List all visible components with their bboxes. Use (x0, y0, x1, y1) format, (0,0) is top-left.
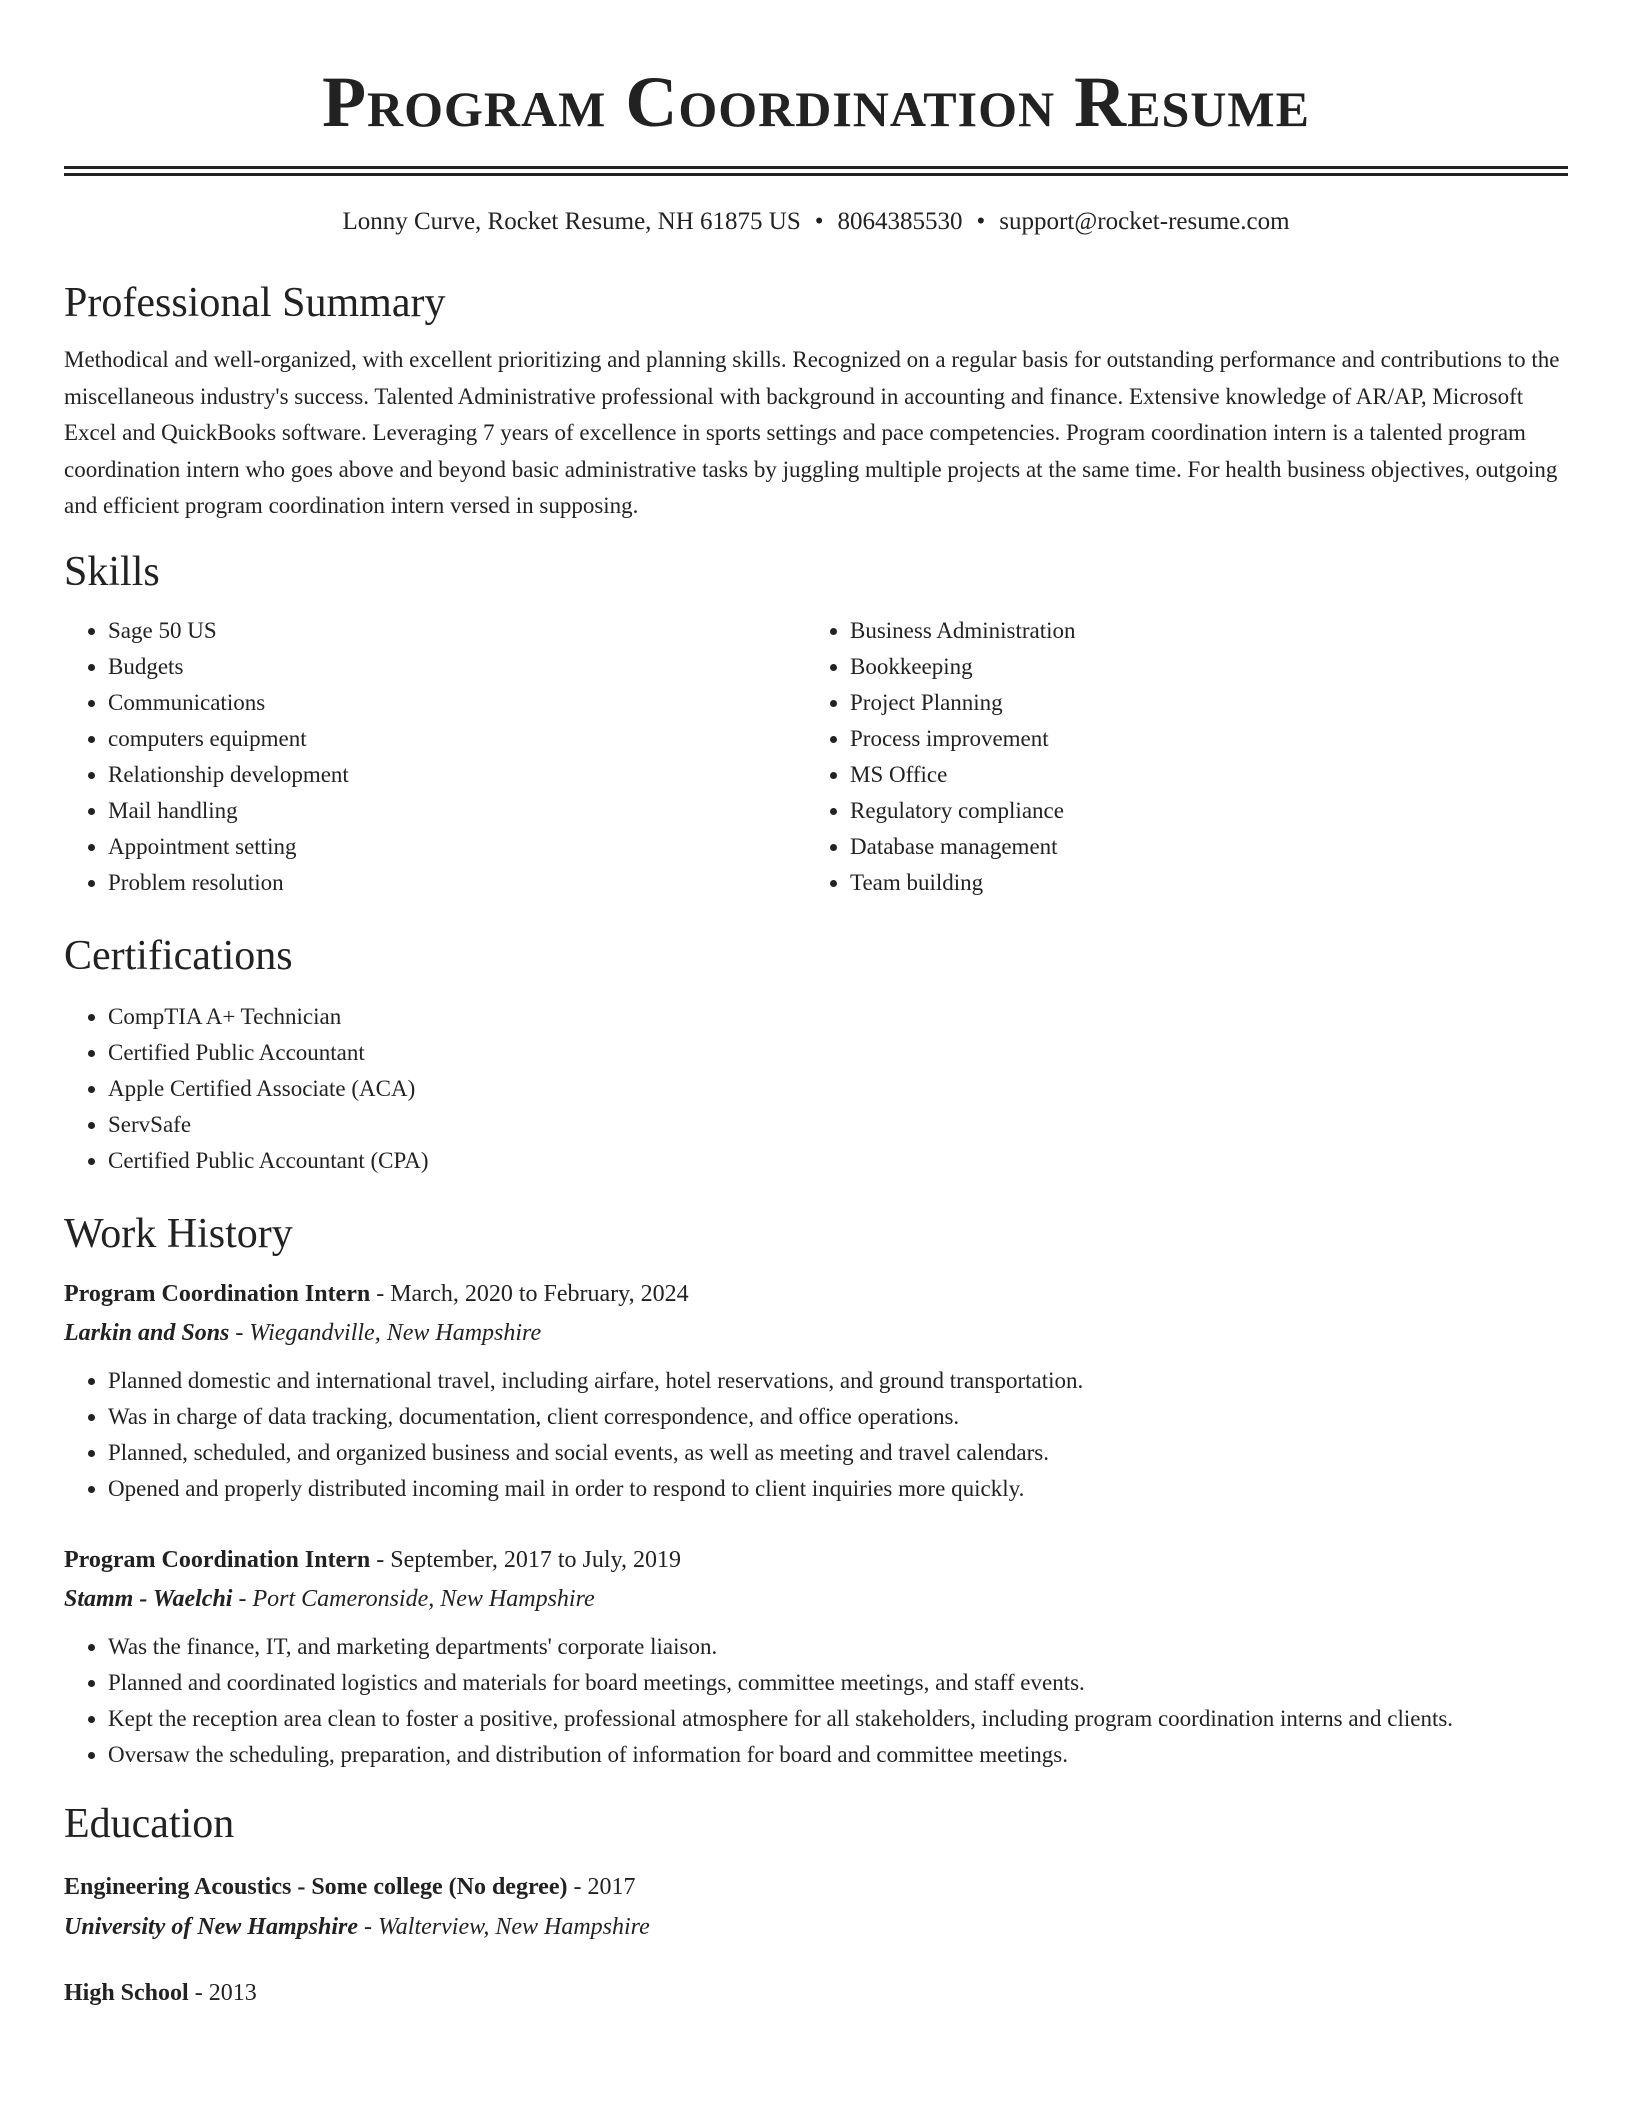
contact-separator: • (976, 208, 986, 235)
education-entry (64, 1867, 1568, 1947)
job-bullet: • Was the finance, IT, and marketing departments' corporate liaison. (108, 1629, 1568, 1665)
job-bullet: • Was in charge of data tracking, documentation, client correspondence, and office operations. (108, 1399, 1568, 1435)
job-entry (64, 1541, 1568, 1773)
job-bullets (64, 1363, 1568, 1507)
skill-item: • computers equipment (108, 721, 806, 757)
certification-item: • CompTIA A+ Technician (108, 999, 1568, 1035)
skills-heading: Skills (64, 548, 160, 595)
job-dates: March, 2020 to February, 2024 (390, 1280, 689, 1307)
skills-list-right (806, 613, 1548, 901)
dash: - (364, 1913, 372, 1940)
education-degree: High School (64, 1979, 189, 2006)
certification-item: • Certified Public Accountant (108, 1035, 1568, 1071)
certifications-list (64, 999, 1568, 1179)
job-bullet: • Opened and properly distributed incoming mail in order to respond to client inquiries more quickly. (108, 1471, 1568, 1507)
job-bullet: • Oversaw the scheduling, preparation, and distribution of information for board and committee meetings. (108, 1737, 1568, 1773)
education-location: Walterview, New Hampshire (378, 1913, 650, 1940)
education-year: 2013 (208, 1979, 257, 2006)
certification-item: • ServSafe (108, 1107, 1568, 1143)
job-bullet: • Planned domestic and international travel, including airfare, hotel reservations, and ground transportation. (108, 1363, 1568, 1399)
skill-item: • Budgets (108, 649, 806, 685)
job-bullets (64, 1629, 1568, 1773)
job-company: Stamm - Waelchi (64, 1585, 233, 1612)
skills-grid (64, 613, 1568, 901)
job-dates: September, 2017 to July, 2019 (390, 1546, 682, 1573)
summary-text: Methodical and well-organized, with excellent prioritizing and planning skills. Recognized on a regular basis for outstanding performance and contributions to the miscellaneous industry's success. Talented Administrative professional with background in accounting and finance. Extensive knowledge of AR/AP, Microsoft Excel and QuickBooks software. Leveraging 7 years of excellence in sports settings and pace competencies. Program coordination intern is a talented program coordination intern who goes above and beyond basic administrative tasks by juggling multiple projects at the same time. For health business objectives, outgoing and efficient program coordination intern versed in supposing. (64, 347, 1560, 518)
dash: - (238, 1585, 247, 1612)
title-double-rule (64, 166, 1568, 176)
skill-item: • Problem resolution (108, 865, 806, 901)
dash: - (376, 1546, 385, 1573)
contact-line (64, 206, 1568, 238)
work-history-heading: Work History (64, 1210, 293, 1257)
skill-item: • Communications (108, 685, 806, 721)
education-degree: Engineering Acoustics - Some college (No degree) (64, 1873, 568, 1900)
skill-item: • Database management (850, 829, 1548, 865)
skill-item: • Business Administration (850, 613, 1548, 649)
dash: - (573, 1873, 582, 1900)
skill-item: • Relationship development (108, 757, 806, 793)
education-entry (64, 1973, 1568, 2013)
dash: - (235, 1319, 244, 1346)
summary-heading: Professional Summary (64, 280, 446, 326)
job-location: Wiegandville, New Hampshire (249, 1319, 542, 1346)
education-degree-line (64, 1867, 1568, 1907)
job-bullet: • Planned, scheduled, and organized business and social events, as well as meeting and travel calendars. (108, 1435, 1568, 1471)
job-location: Port Cameronside, New Hampshire (252, 1585, 595, 1612)
dash: - (194, 1979, 203, 2006)
skill-item: • Appointment setting (108, 829, 806, 865)
job-company-line (64, 1579, 1568, 1619)
job-title-line (64, 1541, 1568, 1579)
skill-item: • Process improvement (850, 721, 1548, 757)
contact-email: support@rocket-resume.com (999, 208, 1290, 235)
skill-item: • Mail handling (108, 793, 806, 829)
education-heading: Education (64, 1800, 235, 1847)
dash: - (376, 1280, 385, 1307)
education-school-line (64, 1907, 1568, 1947)
education-year: 2017 (587, 1873, 636, 1900)
certification-item: • Apple Certified Associate (ACA) (108, 1071, 1568, 1107)
contact-separator: • (814, 208, 824, 235)
contact-address: Lonny Curve, Rocket Resume, NH 61875 US (342, 208, 801, 235)
skill-item: • Team building (850, 865, 1548, 901)
certification-item: • Certified Public Accountant (CPA) (108, 1143, 1568, 1179)
job-bullet: • Planned and coordinated logistics and materials for board meetings, committee meetings, and staff events. (108, 1665, 1568, 1701)
job-company-line (64, 1313, 1568, 1353)
skill-item: • MS Office (850, 757, 1548, 793)
job-title: Program Coordination Intern (64, 1280, 371, 1307)
job-bullet: • Kept the reception area clean to foster a positive, professional atmosphere for all stakeholders, including program coordination interns and clients. (108, 1701, 1568, 1737)
education-degree-line (64, 1973, 1568, 2013)
job-company: Larkin and Sons (64, 1319, 230, 1346)
job-title-line (64, 1275, 1568, 1313)
skills-list-left (64, 613, 806, 901)
skill-item: • Project Planning (850, 685, 1548, 721)
skill-item: • Regulatory compliance (850, 793, 1548, 829)
certifications-heading: Certifications (64, 932, 293, 979)
job-title: Program Coordination Intern (64, 1546, 371, 1573)
skill-item: • Sage 50 US (108, 613, 806, 649)
education-school: University of New Hampshire (64, 1913, 358, 1940)
contact-phone: 8064385530 (837, 208, 963, 235)
job-entry (64, 1275, 1568, 1507)
page-title: Program Coordination Resume (322, 62, 1310, 142)
skill-item: • Bookkeeping (850, 649, 1548, 685)
